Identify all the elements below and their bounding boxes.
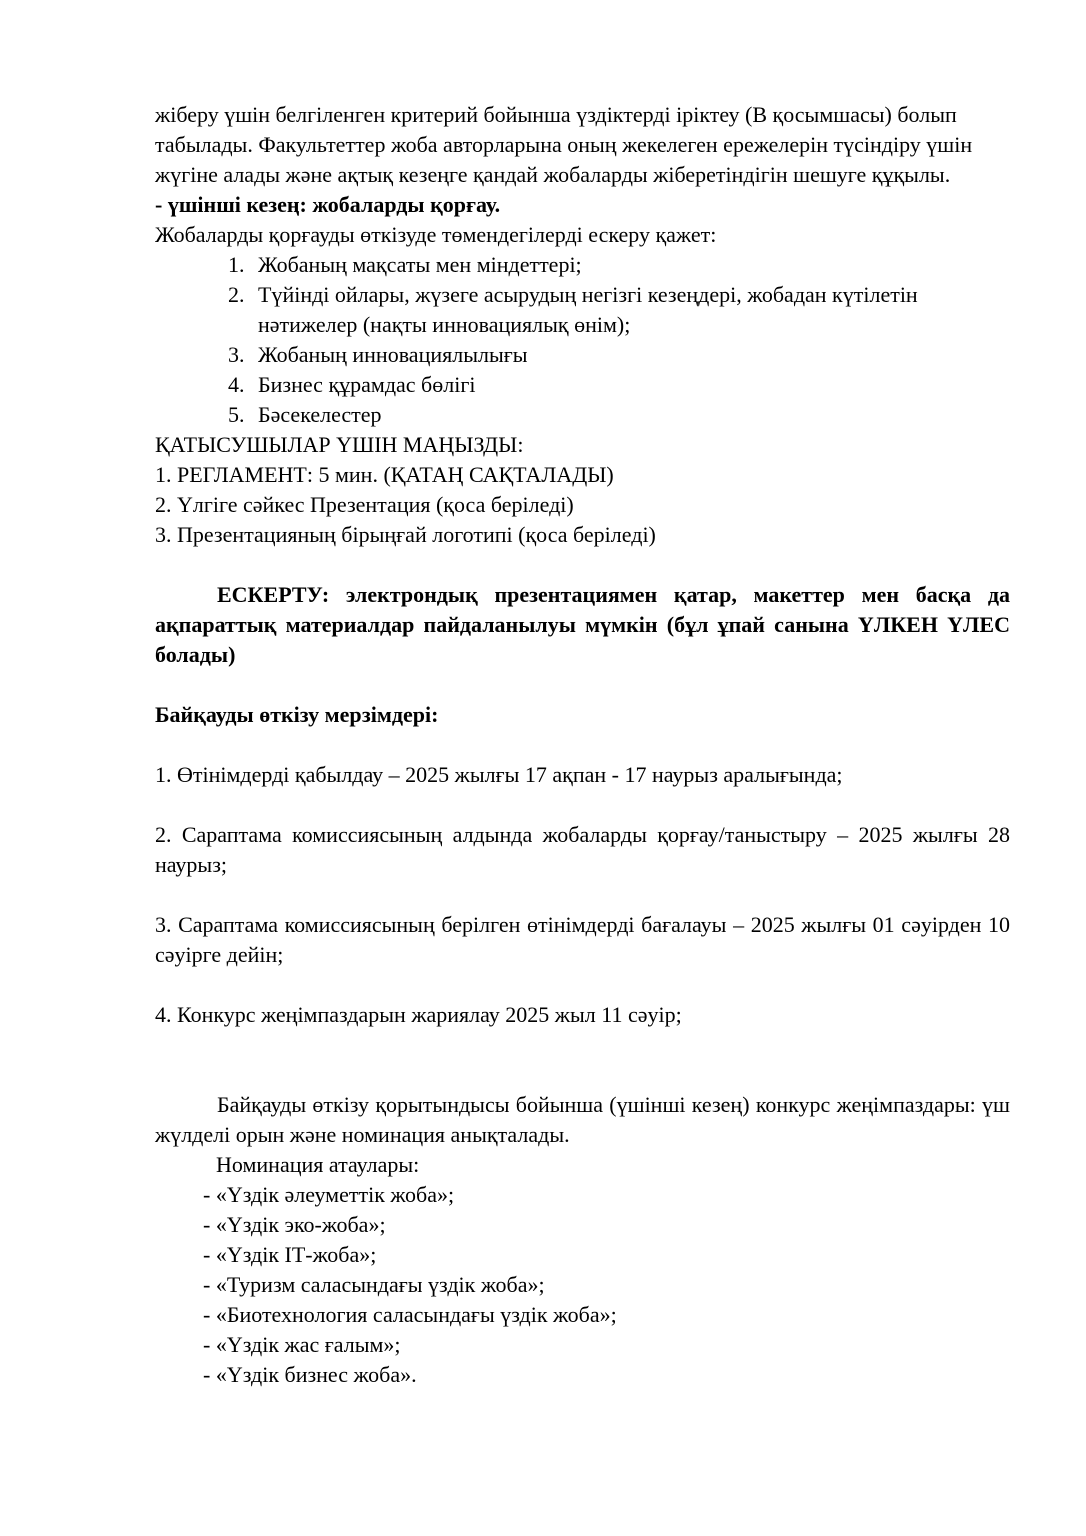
stage-three-heading: - үшінші кезең: жобаларды қорғау.: [155, 192, 501, 217]
important-item: 2. Үлгіге сәйкес Презентация (қоса беріледі): [155, 492, 574, 517]
nomination-item: - «Үздік эко-жоба»;: [203, 1212, 386, 1237]
defense-item: 3. Жобаның инновациялылығы: [250, 340, 1010, 370]
important-item: 3. Презентацияның бірыңғай логотипі (қоса беріледі): [155, 522, 656, 547]
defense-list: [155, 250, 1010, 430]
nomination-item: - «Үздік бизнес жоба».: [203, 1362, 417, 1387]
nomination-item: - «Үздік әлеуметтік жоба»;: [203, 1182, 455, 1207]
defense-item: 2. Түйінді ойлары, жүзеге асырудың негізгі кезеңдері, жобадан күтілетін нәтижелер (нақты инновациялық өнім);: [250, 280, 1010, 340]
nomination-item: - «Туризм саласындағы үздік жоба»;: [203, 1272, 545, 1297]
schedule-heading: Байқауды өткізу мерзімдері:: [155, 702, 439, 727]
defense-item: 4. Бизнес құрамдас бөлігі: [250, 370, 1010, 400]
important-item: 1. РЕГЛАМЕНТ: 5 мин. (ҚАТАҢ САҚТАЛАДЫ): [155, 462, 614, 487]
defense-item: 1. Жобаның мақсаты мен міндеттері;: [250, 250, 1010, 280]
nomination-item: - «Үздік жас ғалым»;: [203, 1332, 401, 1357]
defense-item: 5. Бәсекелестер: [250, 400, 1010, 430]
note-paragraph: ЕСКЕРТУ: электрондық презентациямен қатар, макеттер мен басқа да ақпараттық материалдар пайдаланылуы мүмкін (бұл ұпай санына ҮЛКЕН ҮЛЕС болады): [155, 582, 1010, 667]
results-paragraph: Байқауды өткізу қорытындысы бойынша (үшінші кезең) конкурс жеңімпаздары: үш жүлделі орын және номинация анықталады.: [155, 1092, 1010, 1147]
schedule-item: 4. Конкурс жеңімпаздарын жариялау 2025 жыл 11 сәуір;: [155, 1002, 682, 1027]
nomination-item: - «Үздік ІТ-жоба»;: [203, 1242, 377, 1267]
important-items: [155, 460, 1010, 550]
schedule-items: [155, 760, 1010, 1030]
intro-paragraph: жіберу үшін белгіленген критерий бойынша үздіктерді іріктеу (В қосымшасы) болып табылады. Факультеттер жоба авторларына оның жекелеген ережелерін түсіндіру үшін жүгіне алады және ақтық кезеңге қандай жобаларды жіберетіндігін шешуге құқылы.: [155, 102, 973, 187]
nomination-item: - «Биотехнология саласындағы үздік жоба»;: [203, 1302, 617, 1327]
nominations-list: [155, 1180, 1010, 1390]
defense-intro: Жобаларды қорғауды өткізуде төмендегілерді ескеру қажет:: [155, 222, 717, 247]
schedule-item: 3. Сараптама комиссиясының берілген өтінімдерді бағалауы – 2025 жылғы 01 сәуірден 10 сәуірге дейін;: [155, 912, 1010, 967]
nominations-heading: Номинация атаулары:: [216, 1152, 420, 1177]
schedule-item: 1. Өтінімдерді қабылдау – 2025 жылғы 17 ақпан - 17 наурыз аралығында;: [155, 762, 843, 787]
schedule-item: 2. Сараптама комиссиясының алдында жобаларды қорғау/таныстыру – 2025 жылғы 28 наурыз;: [155, 822, 1010, 877]
important-heading: ҚАТЫСУШЫЛАР ҮШІН МАҢЫЗДЫ:: [155, 432, 524, 457]
